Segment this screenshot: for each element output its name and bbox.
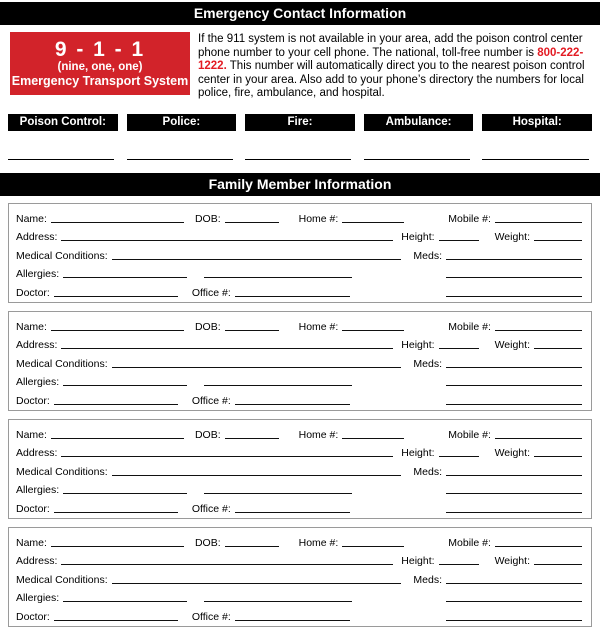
allergies-blank-2	[204, 492, 352, 494]
office-phone-label: Office #:	[191, 610, 231, 623]
meds-blank	[446, 474, 582, 476]
medical-conditions-blank	[112, 258, 402, 260]
office-phone-label: Office #:	[191, 394, 231, 407]
member-row-address	[16, 334, 582, 353]
name-blank	[51, 437, 184, 439]
height-label: Height:	[401, 555, 435, 568]
member-row-doctor	[16, 281, 582, 300]
height-label: Height:	[401, 231, 435, 244]
meds-blank-2	[446, 492, 582, 494]
intro-section	[10, 32, 595, 101]
mobile-phone-blank	[495, 329, 582, 331]
contact-blanks-row	[8, 157, 592, 160]
call-911-box	[10, 32, 190, 95]
doctor-label: Doctor:	[16, 610, 50, 623]
mobile-phone-label: Mobile #:	[448, 320, 491, 333]
address-blank	[61, 239, 393, 241]
member-row-address	[16, 226, 582, 245]
medical-conditions-label: Medical Conditions:	[16, 357, 108, 370]
family-header-bar	[0, 173, 600, 196]
allergies-blank	[63, 276, 187, 278]
member-row-doctor	[16, 389, 582, 408]
weight-label: Weight:	[494, 555, 530, 568]
meds-blank-3	[446, 511, 582, 513]
weight-blank	[534, 239, 582, 241]
mobile-phone-label: Mobile #:	[448, 428, 491, 441]
office-phone-blank	[235, 295, 350, 297]
member-row-name	[16, 315, 582, 334]
member-row-allergies	[16, 263, 582, 282]
meds-label: Meds:	[413, 573, 442, 586]
meds-label: Meds:	[413, 357, 442, 370]
dob-blank	[225, 221, 279, 223]
poison-control-blank	[8, 157, 114, 160]
contact-label-poison-control: Poison Control:	[8, 114, 118, 131]
allergies-blank-2	[204, 276, 352, 278]
allergies-blank-2	[204, 384, 352, 386]
member-row-medical	[16, 352, 582, 371]
mobile-phone-blank	[495, 437, 582, 439]
emergency-header-title: Emergency Contact Information	[193, 5, 407, 21]
dob-label: DOB:	[194, 320, 221, 333]
home-phone-blank	[342, 329, 404, 331]
office-phone-label: Office #:	[191, 502, 231, 515]
home-phone-blank	[342, 437, 404, 439]
family-members	[0, 203, 600, 627]
allergies-label: Allergies:	[16, 376, 60, 389]
contact-cell-poison-control	[8, 114, 118, 131]
contact-label-fire: Fire:	[245, 114, 355, 131]
allergies-label: Allergies:	[16, 268, 60, 281]
call-911-number: 9 - 1 - 1	[54, 37, 146, 61]
allergies-blank	[63, 600, 187, 602]
meds-blank	[446, 258, 582, 260]
allergies-blank	[63, 492, 187, 494]
medical-conditions-label: Medical Conditions:	[16, 573, 108, 586]
address-label: Address:	[16, 339, 58, 352]
dob-blank	[225, 329, 279, 331]
member-row-medical	[16, 568, 582, 587]
weight-blank	[534, 347, 582, 349]
medical-conditions-blank	[112, 474, 402, 476]
allergies-blank	[63, 384, 187, 386]
member-box	[8, 527, 592, 627]
contact-label-hospital: Hospital:	[482, 114, 592, 131]
weight-blank	[534, 563, 582, 565]
home-phone-label: Home #:	[298, 212, 339, 225]
meds-blank	[446, 582, 582, 584]
address-blank	[61, 347, 393, 349]
address-label: Address:	[16, 231, 58, 244]
member-row-allergies	[16, 479, 582, 498]
medical-conditions-label: Medical Conditions:	[16, 465, 108, 478]
mobile-phone-blank	[495, 221, 582, 223]
name-label: Name:	[16, 428, 47, 441]
meds-blank-3	[446, 619, 582, 621]
ambulance-blank	[364, 157, 470, 160]
home-phone-blank	[342, 221, 404, 223]
instructions-paragraph	[198, 33, 595, 101]
allergies-label: Allergies:	[16, 484, 60, 497]
mobile-phone-label: Mobile #:	[448, 536, 491, 549]
member-row-name	[16, 423, 582, 442]
height-blank	[439, 563, 479, 565]
height-blank	[439, 347, 479, 349]
allergies-label: Allergies:	[16, 592, 60, 605]
doctor-blank	[54, 511, 178, 513]
doctor-label: Doctor:	[16, 502, 50, 515]
meds-blank-2	[446, 384, 582, 386]
dob-blank	[225, 437, 279, 439]
mobile-phone-blank	[495, 545, 582, 547]
meds-label: Meds:	[413, 465, 442, 478]
member-box	[8, 311, 592, 411]
dob-blank	[225, 545, 279, 547]
office-phone-label: Office #:	[191, 286, 231, 299]
name-blank	[51, 221, 184, 223]
height-blank	[439, 239, 479, 241]
home-phone-label: Home #:	[298, 536, 339, 549]
meds-blank	[446, 366, 582, 368]
mobile-phone-label: Mobile #:	[448, 212, 491, 225]
meds-label: Meds:	[413, 249, 442, 262]
doctor-blank	[54, 619, 178, 621]
member-row-allergies	[16, 587, 582, 606]
contact-labels-row	[8, 114, 592, 131]
contact-cell-hospital	[482, 114, 592, 131]
address-label: Address:	[16, 447, 58, 460]
office-phone-blank	[235, 511, 350, 513]
address-blank	[61, 455, 393, 457]
emergency-header-bar	[0, 2, 600, 25]
weight-label: Weight:	[494, 231, 530, 244]
weight-label: Weight:	[494, 447, 530, 460]
instructions-text-2: This number will automatically direct you to the nearest poison control center in your area. Also add to your phone’s directory the numbers for local police, fire, ambulance, and hospital.	[198, 60, 585, 100]
family-header-title: Family Member Information	[208, 175, 392, 192]
doctor-label: Doctor:	[16, 286, 50, 299]
meds-blank-2	[446, 600, 582, 602]
height-label: Height:	[401, 339, 435, 352]
instructions-text-1: If the 911 system is not available in your area, add the poison control center phone number to your cell phone. The national, toll-free number is	[198, 33, 583, 59]
police-blank	[127, 157, 233, 160]
member-box	[8, 419, 592, 519]
meds-blank-2	[446, 276, 582, 278]
allergies-blank-2	[204, 600, 352, 602]
contact-label-ambulance: Ambulance:	[364, 114, 474, 131]
contact-cell-police	[127, 114, 237, 131]
contact-cell-ambulance	[364, 114, 474, 131]
doctor-label: Doctor:	[16, 394, 50, 407]
hospital-blank	[482, 157, 588, 160]
height-label: Height:	[401, 447, 435, 460]
fire-blank	[245, 157, 351, 160]
name-blank	[51, 329, 184, 331]
name-label: Name:	[16, 212, 47, 225]
medical-conditions-blank	[112, 582, 402, 584]
address-label: Address:	[16, 555, 58, 568]
member-row-medical	[16, 460, 582, 479]
member-row-doctor	[16, 497, 582, 516]
dob-label: DOB:	[194, 428, 221, 441]
meds-blank-3	[446, 295, 582, 297]
medical-conditions-blank	[112, 366, 402, 368]
name-label: Name:	[16, 320, 47, 333]
member-row-medical	[16, 244, 582, 263]
home-phone-label: Home #:	[298, 320, 339, 333]
height-blank	[439, 455, 479, 457]
member-row-address	[16, 550, 582, 569]
weight-blank	[534, 455, 582, 457]
contact-cell-fire	[245, 114, 355, 131]
office-phone-blank	[235, 619, 350, 621]
meds-blank-3	[446, 403, 582, 405]
address-blank	[61, 563, 393, 565]
home-phone-blank	[342, 545, 404, 547]
doctor-blank	[54, 403, 178, 405]
medical-conditions-label: Medical Conditions:	[16, 249, 108, 262]
name-label: Name:	[16, 536, 47, 549]
dob-label: DOB:	[194, 212, 221, 225]
home-phone-label: Home #:	[298, 428, 339, 441]
poison-control-phone-number: 800-222-1222.	[198, 46, 584, 73]
member-row-doctor	[16, 605, 582, 624]
member-box	[8, 203, 592, 303]
dob-label: DOB:	[194, 536, 221, 549]
call-911-pronunciation: (nine, one, one)	[57, 60, 143, 73]
call-911-subtitle: Emergency Transport System	[11, 73, 189, 88]
name-blank	[51, 545, 184, 547]
doctor-blank	[54, 295, 178, 297]
weight-label: Weight:	[494, 339, 530, 352]
member-row-allergies	[16, 371, 582, 390]
contact-label-police: Police:	[127, 114, 237, 131]
member-row-name	[16, 207, 582, 226]
member-row-address	[16, 442, 582, 461]
member-row-name	[16, 531, 582, 550]
office-phone-blank	[235, 403, 350, 405]
